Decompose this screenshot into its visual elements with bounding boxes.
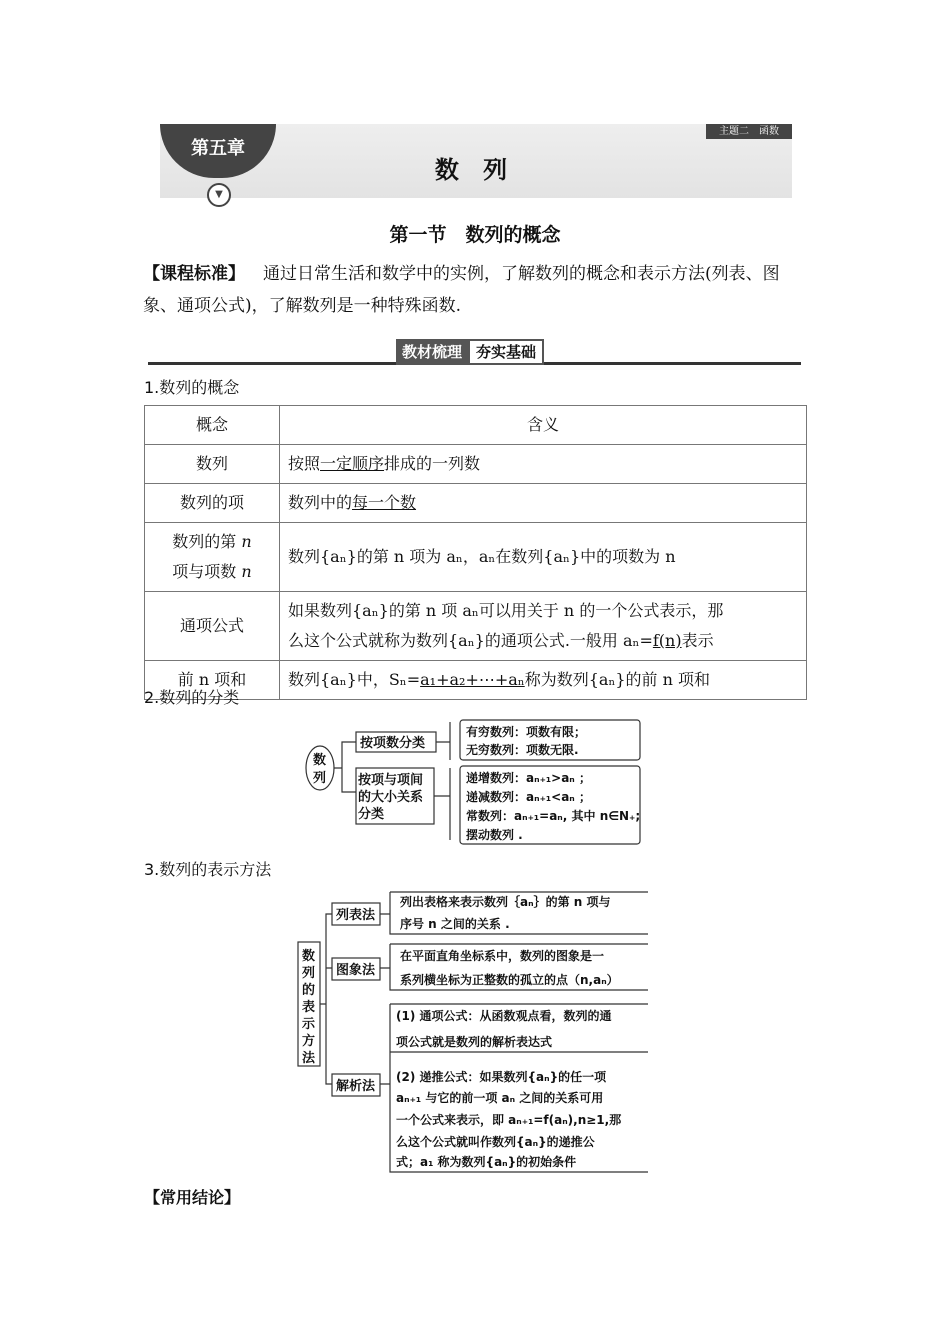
connector [320, 914, 332, 1084]
table-header: 含义 [280, 406, 807, 445]
leaf-text: 列出表格来表示数列｛aₙ｝的第 n 项与 [400, 895, 611, 909]
cell-var: n [241, 532, 252, 551]
section-bar-right: 夯实基础 [468, 339, 544, 365]
section-bar [396, 339, 544, 365]
cell-text: 么这个公式就称为数列{aₙ}的通项公式.一般用 aₙ= [288, 631, 653, 650]
leaf-text: 在平面直角坐标系中，数列的图象是一 [400, 949, 605, 963]
cell-text: 项与项数 [172, 562, 237, 581]
table-row [145, 661, 807, 700]
leaf-text: 一个公式来表示，即 aₙ₊₁=f(aₙ),n≥1,那 [396, 1113, 622, 1127]
root-char: 列 [313, 771, 327, 786]
root-char: 方 [302, 1034, 316, 1049]
leaf-text: (2) 递推公式：如果数列{aₙ}的任一项 [396, 1070, 607, 1084]
table-cell: 数列 [145, 445, 280, 484]
heading-representation: 3.数列的表示方法 [144, 860, 272, 879]
topic-tag: 主题二 函数 [706, 124, 792, 139]
method-label: 图象法 [336, 963, 376, 978]
root-char: 的 [302, 983, 316, 998]
root-char: 列 [302, 966, 316, 981]
table-cell [280, 484, 807, 523]
table-cell [145, 523, 280, 592]
table-header: 概念 [145, 406, 280, 445]
leaf-text: 么这个公式就叫作数列{aₙ}的递推公 [396, 1135, 595, 1149]
leaf-text: 无穷数列：项数无限. [466, 743, 579, 757]
chapter-label: 第五章 [160, 124, 276, 178]
leaf-text: (1) 通项公式：从函数观点看，数列的通 [396, 1009, 612, 1023]
heading-concept: 1.数列的概念 [144, 378, 240, 397]
table-row [145, 484, 807, 523]
table-cell: 数列{aₙ}的第 n 项为 aₙ，aₙ在数列{aₙ}中的项数为 n [280, 523, 807, 592]
table-cell [280, 592, 807, 661]
leaf-text: 递减数列：aₙ₊₁<aₙ ； [466, 790, 591, 804]
conclusion-heading: 【常用结论】 [144, 1188, 241, 1207]
root-char: 数 [302, 949, 316, 964]
root-char: 示 [302, 1017, 316, 1032]
leaf-text: 常数列：aₙ₊₁=aₙ, 其中 n∈N₊; [466, 809, 641, 823]
chevron-down-icon: ▼ [207, 183, 231, 207]
course-standard-text: 通过日常生活和数学中的实例，了解数列的概念和表示方法(列表、图象、通项公式)，了解数列是一种特殊函数. [143, 264, 780, 316]
cell-text: 数列的第 [172, 532, 237, 551]
course-standard-label: 【课程标准】 [143, 264, 245, 284]
representation-diagram [296, 886, 656, 1176]
cell-text: 表示 [681, 631, 714, 650]
connector [334, 742, 356, 792]
connector [380, 914, 390, 1084]
table-cell [280, 445, 807, 484]
section-title: 第一节 数列的概念 [389, 224, 561, 246]
root-char: 法 [302, 1051, 316, 1066]
table-cell: 通项公式 [145, 592, 280, 661]
cell-text: 数列中的 [288, 493, 353, 512]
leaf-text: 摆动数列 . [466, 828, 523, 842]
table-row [145, 523, 807, 592]
leaf-text: 序号 n 之间的关系 . [400, 917, 510, 931]
classification-diagram [300, 712, 650, 850]
table-header-row [145, 406, 807, 445]
cell-var: n [241, 562, 252, 581]
method-label: 列表法 [336, 908, 376, 923]
cell-underlined: 一定顺序 [320, 454, 385, 473]
leaf-text: 项公式就是数列的解析表达式 [396, 1035, 553, 1049]
leaf-text: 有穷数列：项数有限； [466, 725, 587, 739]
cell-text: 称为数列{aₙ}的前 n 项和 [524, 670, 711, 689]
branch-label: 按项数分类 [360, 736, 426, 751]
root-char: 表 [302, 1000, 316, 1015]
branch-label: 按项与项间 [358, 773, 424, 788]
table-cell: 数列的项 [145, 484, 280, 523]
cell-text: 按照 [288, 454, 321, 473]
cell-text: 排成的一列数 [384, 454, 481, 473]
concept-table [144, 405, 807, 700]
cell-underlined: a₁+a₂+⋯+aₙ [420, 670, 525, 689]
branch-label: 的大小关系 [358, 790, 424, 805]
root-char: 数 [313, 753, 327, 768]
table-row [145, 445, 807, 484]
cell-underlined: f(n) [652, 631, 682, 650]
heading-classification: 2.数列的分类 [144, 688, 240, 707]
method-label: 解析法 [336, 1079, 376, 1094]
branch-label: 分类 [358, 807, 385, 822]
leaf-text: aₙ₊₁ 与它的前一项 aₙ 之间的关系可用 [396, 1091, 604, 1105]
table-row [145, 592, 807, 661]
leaf-text: 式；a₁ 称为数列{aₙ}的初始条件 [396, 1155, 577, 1169]
section-bar-left: 教材梳理 [396, 339, 468, 365]
cell-underlined: 每一个数 [352, 493, 417, 512]
cell-text: 如果数列{aₙ}的第 n 项 aₙ可以用关于 n 的一个公式表示，那 [288, 601, 724, 620]
cell-text: 数列{aₙ}中，Sₙ= [288, 670, 421, 689]
table-cell: 前 n 项和 [145, 661, 280, 700]
chapter-title: 数 列 [434, 156, 516, 184]
table-cell [280, 661, 807, 700]
course-standard [143, 258, 807, 322]
leaf-text: 递增数列：aₙ₊₁>aₙ ； [466, 771, 591, 785]
leaf-text: 系列横坐标为正整数的孤立的点（n,aₙ） [400, 973, 619, 987]
